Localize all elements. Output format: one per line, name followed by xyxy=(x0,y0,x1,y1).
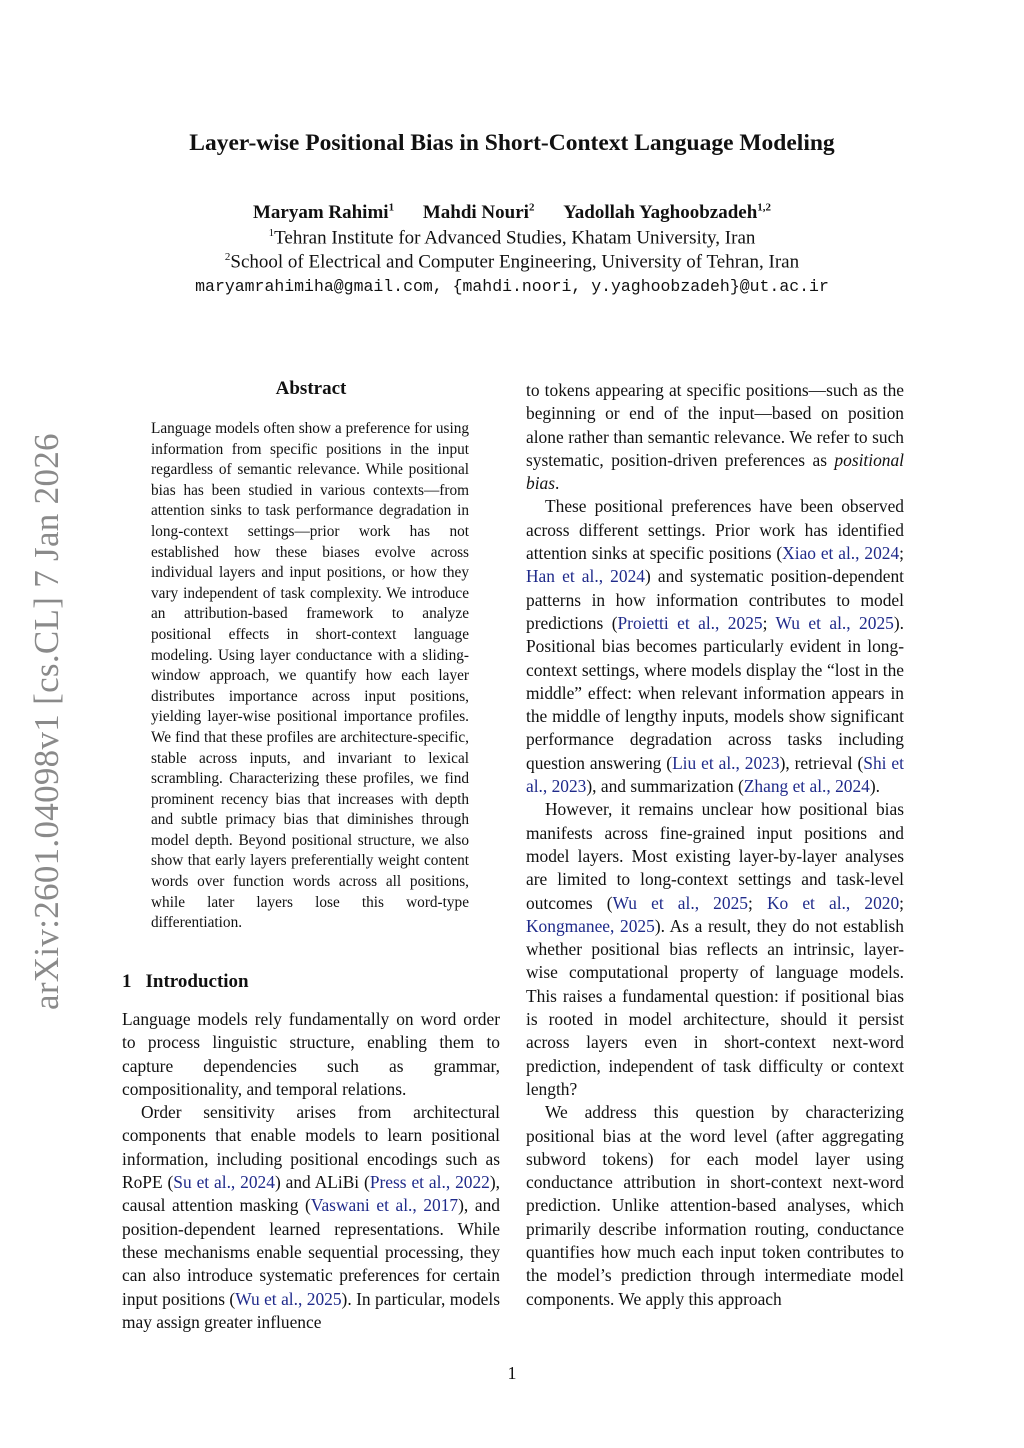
section-title: Introduction xyxy=(145,971,249,992)
paragraph-text: Order sensitivity arises from architectural components that enable models to learn positional information, including positional encodings such as RoPE ( xyxy=(122,1102,500,1193)
affiliation xyxy=(0,251,1024,273)
paragraph-text: to tokens appearing at specific positions—such as the beginning or end of the input—based on position alone rather than semantic relevance. We refer to such systematic, position-driven preferences as xyxy=(526,380,904,470)
citation-link[interactable]: Xiao et al., 2024 xyxy=(782,543,900,564)
paragraph-text: Language models rely fundamentally on word order to process linguistic structure, enabling them to capture dependencies such as grammar, compositionality, and temporal relations. xyxy=(122,1009,500,1099)
citation-link[interactable]: Zhang et al., 2024 xyxy=(743,776,870,797)
affil-text: Tehran Institute for Advanced Studies, Khatam University, Iran xyxy=(274,227,756,249)
citation-link[interactable]: Liu et al., 2023 xyxy=(672,752,780,773)
left-column-body xyxy=(122,1008,500,1334)
body-paragraph xyxy=(526,1101,904,1311)
abstract-text: Language models often show a preference for using information from specific positions in the input regardless of semantic relevance. While positional bias has been studied in various contexts—from attention sinks to task performance degradation in long-context settings—prior work has not established how these biases evolve across individual layers and input positions, or how they vary independent of task complexity. We introduce an attribution-based framework to analyze positional effects in short-context language modeling. Using layer conductance with a sliding-window approach, we quantify how each layer distributes importance across input positions, yielding layer-wise positional importance profiles. We find that these profiles are architecture-specific, stable across inputs, and invariant to lexical scrambling. Characterizing these profiles, we find prominent recency bias that increases with depth and subtle primacy bias that diminishes through model depth. Beyond positional structure, we also show that early layers preferentially weight content words over function words across all positions, while later layers lose this word-type differentiation. xyxy=(151,420,469,932)
citation-link[interactable]: Wu et al., 2025 xyxy=(775,612,894,633)
body-paragraph xyxy=(122,1101,500,1334)
author-name: Yadollah Yaghoobzadeh xyxy=(563,202,758,224)
section-heading xyxy=(122,971,249,993)
paragraph-text: These positional preferences have been observed across different settings. Prior work has identified attention sinks at specific positions ( xyxy=(526,496,904,564)
citation-link[interactable]: Wu et al., 2025 xyxy=(235,1288,342,1309)
citation-link[interactable]: Proietti et al., 2025 xyxy=(617,612,763,633)
author-affil-mark: 1,2 xyxy=(757,202,772,214)
paragraph-text: ) and systematic position-dependent patterns in how information contributes to model predictions ( xyxy=(526,566,904,633)
author-affil-mark: 1 xyxy=(388,202,395,214)
affiliation xyxy=(0,227,1024,249)
paragraph-text: ) and ALiBi ( xyxy=(274,1172,370,1193)
author-emails: maryamrahimiha@gmail.com, {mahdi.noori, y.yaghoobzadeh}@ut.ac.ir xyxy=(195,277,829,296)
paragraph-text: ), and summarization ( xyxy=(586,776,744,797)
citation-link[interactable]: Vaswani et al., 2017 xyxy=(310,1195,459,1216)
body-paragraph xyxy=(526,495,904,798)
citation-link[interactable]: Wu et al., 2025 xyxy=(612,892,748,913)
paragraph-text: . xyxy=(555,473,560,494)
paragraph-text: ), causal attention masking ( xyxy=(122,1172,500,1216)
paragraph-text: ), retrieval ( xyxy=(779,752,864,773)
affil-text: School of Electrical and Computer Engineering, University of Tehran, Iran xyxy=(230,251,800,273)
citation-link[interactable]: Han et al., 2024 xyxy=(526,566,645,587)
paragraph-text: ). xyxy=(869,776,881,797)
page-number: 1 xyxy=(507,1363,517,1383)
author-name: Maryam Rahimi xyxy=(252,202,389,224)
paragraph-text: ; xyxy=(747,892,767,913)
paragraph-text: ). As a result, they do not establish whether positional bias reflects an intrinsic, layer-wise computational property of language models. This raises a fundamental question: if positional bias is rooted in model architecture, should it persist across layers even in short-context next-word prediction, independent of task difficulty or context length? xyxy=(526,915,904,1099)
arxiv-identifier-stamp: arXiv:2601.04098v1 [cs.CL] 7 Jan 2026 xyxy=(27,433,66,1010)
author-affil-mark: 2 xyxy=(528,202,535,214)
body-paragraph xyxy=(526,798,904,1101)
citation-link[interactable]: Ko et al., 2020 xyxy=(766,892,900,913)
body-paragraph xyxy=(122,1008,500,1101)
citation-link[interactable]: Shi et al., 2023 xyxy=(526,752,904,797)
author xyxy=(563,202,771,223)
author xyxy=(423,202,535,223)
paragraph-text: ). In particular, models may assign greater influence xyxy=(122,1288,500,1332)
author xyxy=(253,202,394,223)
citation-link[interactable]: Su et al., 2024 xyxy=(173,1172,275,1193)
citation-link[interactable]: Press et al., 2022 xyxy=(369,1172,490,1193)
affil-mark: 2 xyxy=(224,251,231,263)
paragraph-text: ; xyxy=(899,543,904,564)
abstract-heading: Abstract xyxy=(275,378,347,399)
citation-link[interactable]: Kongmanee, 2025 xyxy=(526,915,655,936)
right-column-body xyxy=(526,379,904,1311)
paragraph-text: ; xyxy=(762,612,776,633)
paragraph-text: ), and position-dependent learned representations. While these mechanisms enable sequential processing, they can also introduce systematic preferences for certain input positions ( xyxy=(122,1195,500,1309)
paragraph-text: ; xyxy=(899,892,904,913)
emphasized-text: positional bias xyxy=(526,449,904,494)
author-list xyxy=(0,202,1024,224)
paragraph-text: ). Positional bias becomes particularly evident in long-context settings, where models display the “lost in the middle” effect: when relevant information appears in the middle of lengthy inputs, models show significant performance degradation across tasks including question answering ( xyxy=(526,612,904,773)
paper-title: Layer-wise Positional Bias in Short-Context Language Modeling xyxy=(189,130,835,156)
author-name: Mahdi Nouri xyxy=(422,202,529,224)
section-number: 1 xyxy=(122,971,132,992)
affil-mark: 1 xyxy=(268,227,275,239)
body-paragraph xyxy=(526,379,904,495)
paragraph-text: We address this question by characterizing positional bias at the word level (after aggregating subword tokens) for each model layer using conductance attribution in short-context next-word prediction. Unlike attention-based analyses, which primarily describe information routing, conductance quantifies how much each input token contributes to the model’s prediction through intermediate model components. We apply this approach xyxy=(526,1102,904,1309)
paragraph-text: However, it remains unclear how positional bias manifests across fine-grained input positions and model layers. Most existing layer-by-layer analyses are limited to long-context settings and task-level outcomes ( xyxy=(526,799,904,913)
